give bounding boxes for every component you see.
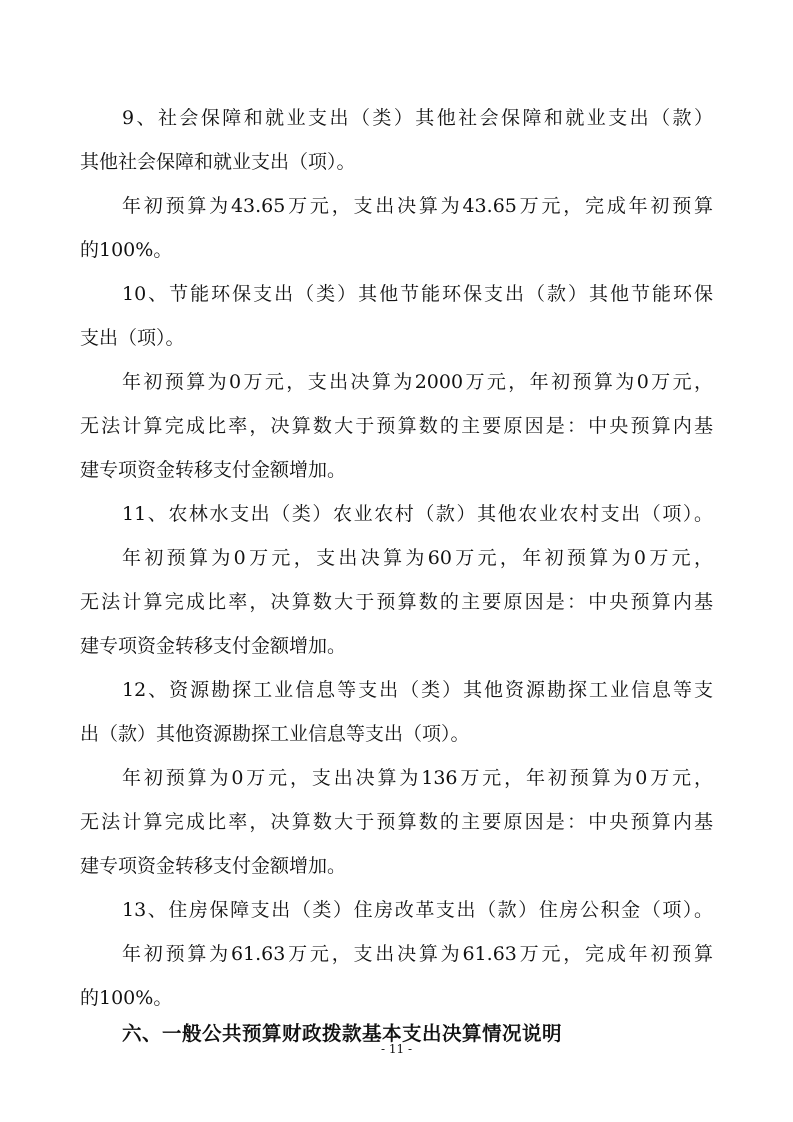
item-13-budget-line-2: 的100%。: [80, 987, 173, 1009]
item-11-budget-line-3: 建专项资金转移支付金额增加。: [80, 635, 347, 657]
item-9-budget-line-1: 年初预算为43.65万元，支出决算为43.65万元，完成年初预算: [122, 195, 713, 217]
item-11-budget-line-1: 年初预算为0万元，支出决算为60万元，年初预算为0万元，: [122, 547, 713, 569]
item-10-budget-line-1: 年初预算为0万元，支出决算为2000万元，年初预算为0万元，: [122, 371, 713, 393]
item-10-title-line-2: 支出（项）。: [80, 327, 185, 349]
item-13-budget-line-1: 年初预算为61.63万元，支出决算为61.63万元，完成年初预算: [122, 943, 713, 965]
item-11-budget-line-2: 无法计算完成比率，决算数大于预算数的主要原因是：中央预算内基: [80, 591, 713, 613]
item-10-budget-line-3: 建专项资金转移支付金额增加。: [80, 459, 347, 481]
item-10-title-line-1: 10、节能环保支出（类）其他节能环保支出（款）其他节能环保: [122, 283, 713, 305]
item-12-title-line-2: 出（款）其他资源勘探工业信息等支出（项）。: [80, 723, 470, 745]
section-heading: 六、一般公共预算财政拨款基本支出决算情况说明: [122, 1022, 563, 1045]
item-12-budget-line-3: 建专项资金转移支付金额增加。: [80, 855, 347, 877]
page-number: - 11 -: [380, 1042, 412, 1056]
item-9-title-line-1: 9、社会保障和就业支出（类）其他社会保障和就业支出（款）: [122, 107, 713, 129]
item-13-title-line-1: 13、住房保障支出（类）住房改革支出（款）住房公积金（项）。: [122, 899, 713, 921]
item-12-title-line-1: 12、资源勘探工业信息等支出（类）其他资源勘探工业信息等支: [122, 679, 713, 701]
item-9-title-line-2: 其他社会保障和就业支出（项）。: [80, 151, 356, 173]
item-10-budget-line-2: 无法计算完成比率，决算数大于预算数的主要原因是：中央预算内基: [80, 415, 713, 437]
item-12-budget-line-1: 年初预算为0万元，支出决算为136万元，年初预算为0万元，: [122, 767, 713, 789]
item-12-budget-line-2: 无法计算完成比率，决算数大于预算数的主要原因是：中央预算内基: [80, 811, 713, 833]
item-11-title-line-1: 11、农林水支出（类）农业农村（款）其他农业农村支出（项）。: [122, 503, 713, 525]
item-9-budget-line-2: 的100%。: [80, 239, 173, 261]
